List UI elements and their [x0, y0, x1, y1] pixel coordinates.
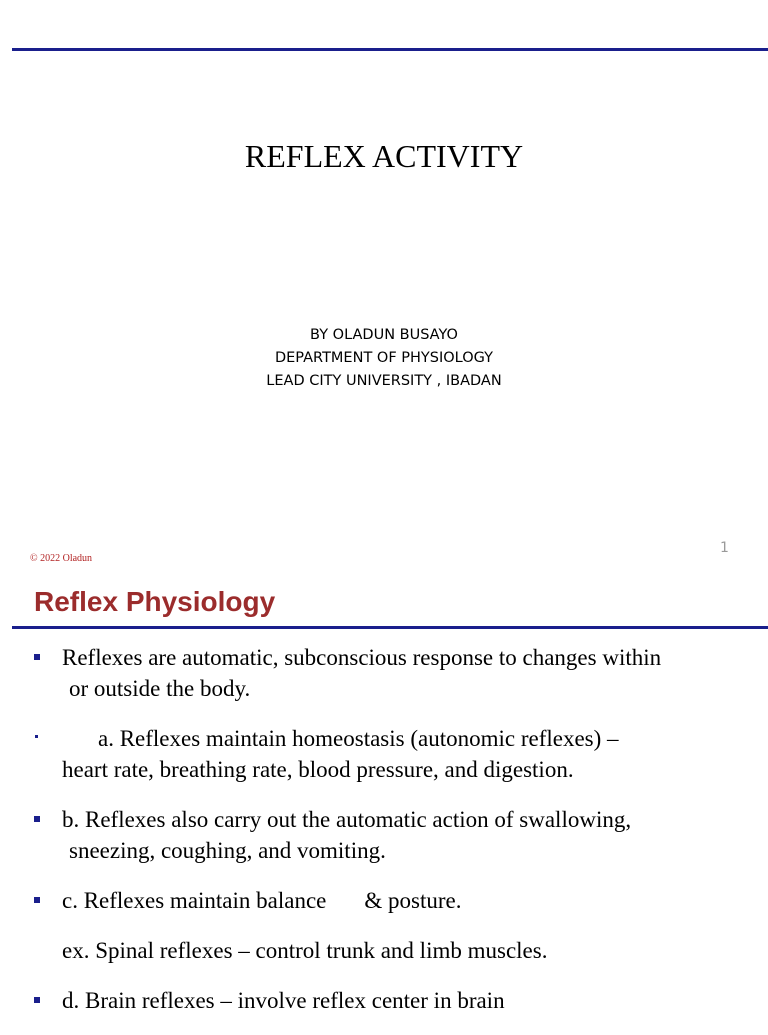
list-item	[0, 642, 768, 704]
list-item-text: c. Reflexes maintain balance	[62, 888, 327, 913]
author-university: LEAD CITY UNIVERSITY , IBADAN	[266, 373, 502, 389]
bullet-marker	[34, 897, 40, 903]
bullet-marker	[34, 654, 40, 660]
list-item-continuation: sneezing, coughing, and vomiting.	[69, 838, 386, 863]
top-divider	[12, 48, 768, 51]
list-item-text: b. Reflexes also carry out the automatic action of swallowing,	[62, 807, 632, 832]
list-item	[0, 804, 768, 866]
author-department: DEPARTMENT OF PHYSIOLOGY	[274, 350, 494, 366]
copyright-notice: © 2022 Oladun	[30, 553, 93, 564]
author-block	[0, 324, 768, 393]
example-line	[0, 935, 768, 966]
bullet-marker	[35, 735, 38, 738]
author-name: BY OLADUN BUSAYO	[310, 327, 458, 343]
example-text: ex. Spinal reflexes – control trunk and limb muscles.	[62, 938, 548, 963]
list-item-text: d. Brain reflexes – involve reflex center in brain	[62, 988, 505, 1013]
bullet-marker	[34, 997, 40, 1003]
list-item	[0, 885, 768, 916]
bullet-list	[0, 642, 768, 1035]
list-item-text: Reflexes are automatic, subconscious response to changes within	[62, 645, 662, 670]
slide-title: REFLEX ACTIVITY	[244, 138, 524, 174]
page-number: 1	[720, 540, 729, 556]
list-item-text-end: & posture.	[364, 888, 462, 913]
section-title: Reflex Physiology	[34, 586, 276, 617]
list-item	[0, 985, 768, 1016]
list-item	[0, 723, 768, 785]
bullet-marker	[34, 816, 40, 822]
list-item-text: a. Reflexes maintain homeostasis (autonomic reflexes) –	[98, 726, 619, 751]
list-item-continuation: heart rate, breathing rate, blood pressure, and digestion.	[62, 757, 574, 782]
section-divider	[12, 626, 768, 629]
list-item-continuation: or outside the body.	[69, 676, 251, 701]
